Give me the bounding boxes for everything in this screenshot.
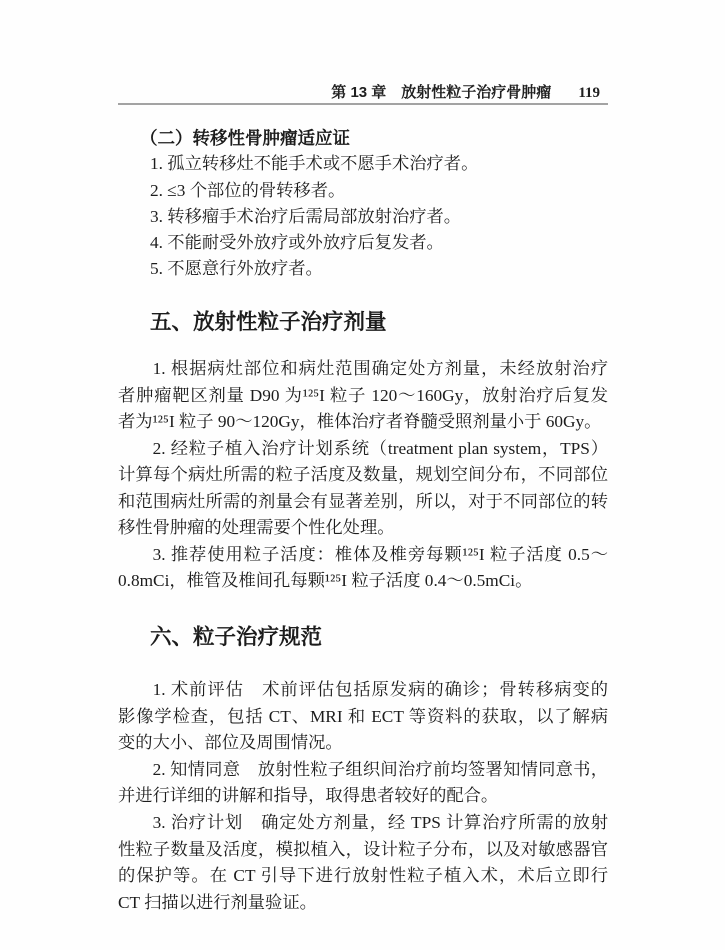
list-item: 3. 转移瘤手术治疗后需局部放射治疗者。 bbox=[150, 206, 462, 226]
dose-section-heading: 五、放射性粒子治疗剂量 bbox=[150, 310, 387, 334]
procedure-section-heading: 六、粒子治疗规范 bbox=[150, 625, 323, 649]
text-line: 和范围病灶所需的剂量会有显著差别，所以，对于不同部位的转 bbox=[118, 491, 608, 511]
indications-section bbox=[0, 125, 725, 283]
text-line: 移性骨肿瘤的处理需要个性化处理。 bbox=[118, 518, 395, 537]
text-line: 3. 治疗计划 确定处方剂量，经 TPS 计算治疗所需的放射 bbox=[152, 812, 608, 832]
text-line: 并进行详细的讲解和指导，取得患者较好的配合。 bbox=[118, 786, 499, 806]
text-line: 变的大小、部位及周围情况。 bbox=[118, 733, 343, 753]
list-item: 4. 不能耐受外放疗或外放疗后复发者。 bbox=[150, 233, 444, 253]
text-line: 2. 经粒子植入治疗计划系统（treatment plan system，TPS） bbox=[152, 438, 608, 458]
paragraph bbox=[118, 677, 608, 757]
text-line: 影像学检查，包括 CT、MRI 和 ECT 等资料的获取，以了解病 bbox=[118, 706, 608, 726]
paragraph bbox=[118, 356, 608, 436]
text-line: 者为¹²⁵I 粒子 90～120Gy，椎体治疗者脊髓受照剂量小于 60Gy。 bbox=[118, 412, 602, 431]
running-header bbox=[118, 83, 600, 103]
text-line: 计算每个病灶所需的粒子活度及数量，规划空间分布，不同部位 bbox=[118, 465, 608, 484]
list-item: 2. ≤3 个部位的骨转移者。 bbox=[150, 180, 346, 200]
dose-section-body bbox=[118, 356, 608, 595]
page-number: 119 bbox=[578, 85, 600, 101]
paragraph bbox=[118, 810, 608, 916]
text-line: 3. 推荐使用粒子活度：椎体及椎旁每颗¹²⁵I 粒子活度 0.5～ bbox=[152, 544, 608, 564]
text-line: 者肿瘤靶区剂量 D90 为¹²⁵I 粒子 120～160Gy，放射治疗后复发 bbox=[118, 385, 608, 405]
indications-heading: （二）转移性骨肿瘤适应证 bbox=[140, 128, 350, 148]
paragraph bbox=[118, 436, 608, 542]
list-item: 1. 孤立转移灶不能手术或不愿手术治疗者。 bbox=[150, 154, 479, 174]
text-line: 1. 术前评估 术前评估包括原发病的确诊；骨转移病变的 bbox=[152, 680, 608, 699]
text-line: 1. 根据病灶部位和病灶范围确定处方剂量，未经放射治疗 bbox=[152, 359, 608, 378]
text-line: 的保护等。在 CT 引导下进行放射性粒子植入术，术后立即行 bbox=[118, 866, 608, 886]
procedure-section-body bbox=[118, 677, 608, 916]
chapter-title: 第 13 章 放射性粒子治疗骨肿瘤 bbox=[331, 84, 552, 101]
list-item: 5. 不愿意行外放疗者。 bbox=[150, 259, 323, 279]
header-rule bbox=[118, 103, 608, 105]
paragraph bbox=[118, 757, 608, 810]
paragraph bbox=[118, 542, 608, 595]
text-line: CT 扫描以进行剂量验证。 bbox=[118, 892, 317, 912]
text-line: 2. 知情同意 放射性粒子组织间治疗前均签署知情同意书， bbox=[152, 759, 608, 779]
indications-list bbox=[0, 151, 725, 282]
text-line: 性粒子数量及活度，模拟植入，设计粒子分布，以及对敏感器官 bbox=[118, 839, 608, 859]
text-line: 0.8mCi，椎管及椎间孔每颗¹²⁵I 粒子活度 0.4～0.5mCi。 bbox=[118, 571, 533, 590]
